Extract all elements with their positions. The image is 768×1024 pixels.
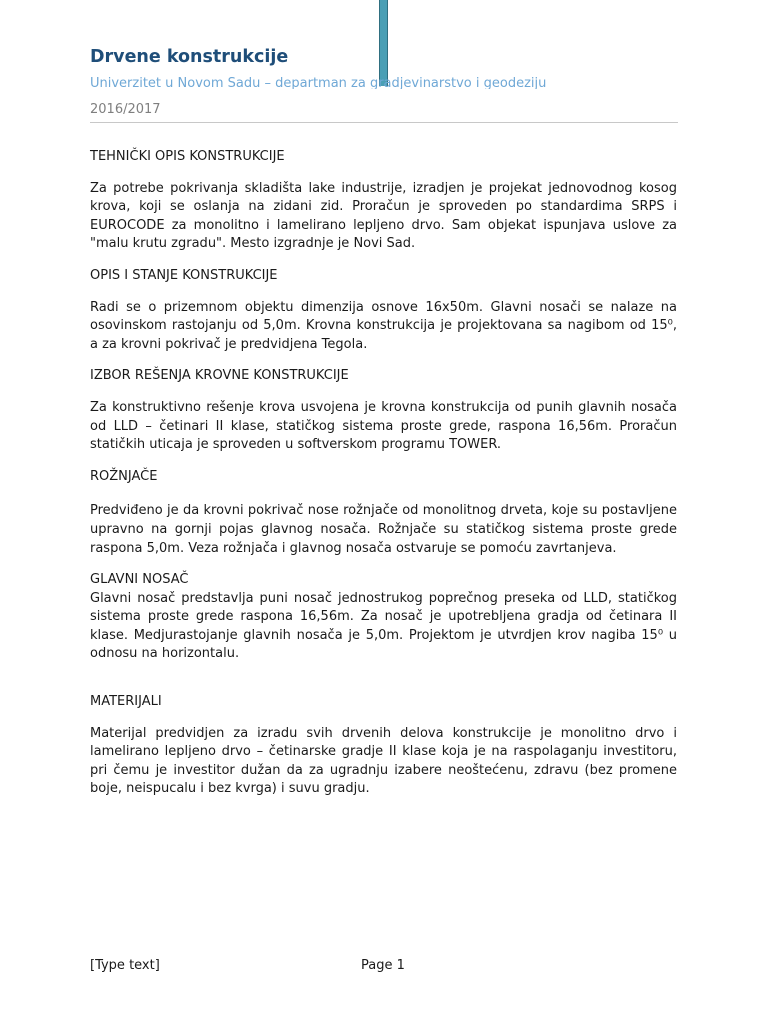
page-number: Page 1	[361, 958, 405, 973]
page-footer	[90, 958, 678, 978]
section-body-purlins: Predviđeno je da krovni pokrivač nose rožnjače od monolitnog drveta, koje su postavljene upravno na gornji pojas glavnog nosača. Rožnjače su statičkog sistema proste grede raspona 5,0m. Veza rožnjača i glavnog nosača ostvaruje se pomoću zavrtanjeva.	[90, 503, 677, 556]
section-body-tech-desc: Za potrebe pokrivanja skladišta lake industrije, izradjen je projekat jednovodnog kosog krova, koji se oslanja na zidani zid. Proračun je sproveden po standardima SRPS i EUROCODE za monolitno i lamelirano lepljeno drvo. Sam objekat ispunjava uslove za "malu krutu zgradu". Mesto izgradnje je Novi Sad.	[90, 180, 677, 252]
section-heading-purlins: ROŽNJAČE	[90, 468, 158, 484]
section-heading-state: OPIS I STANJE KONSTRUKCIJE	[90, 267, 278, 283]
section-heading-main-beam: GLAVNI NOSAČ	[90, 572, 189, 588]
footer-placeholder-text: [Type text]	[90, 958, 160, 973]
section-heading-roof-choice: IZBOR REŠENJA KROVNE KONSTRUKCIJE	[90, 368, 349, 384]
section-heading-materials: MATERIJALI	[90, 694, 162, 710]
section-body-main-beam: Glavni nosač predstavlja puni nosač jednostrukog poprečnog preseka od LLD, statičkog sistema proste grede raspona 16,56m. Za nosač je upotrebljena gradja od četinara II klase. Medjurastojanje glavnih nosača je 5,0m. Projektom je utvrdjen krov nagiba 15⁰ u odnosu na horizontalu.	[90, 590, 677, 662]
section-heading-tech-desc: TEHNIČKI OPIS KONSTRUKCIJE	[90, 149, 285, 164]
document-body	[90, 148, 677, 799]
document-header	[90, 45, 678, 123]
section-body-roof-choice: Za konstruktivno rešenje krova usvojena je krovna konstrukcija od punih glavnih nosača od LLD – četinari II klase, statičkog sistema proste grede, raspona 16,56m. Proračun statičkih uticaja je sproveden u softverskom programu TOWER.	[90, 399, 677, 453]
document-title: Drvene konstrukcije	[90, 47, 289, 67]
section-body-materials: Materijal predvidjen za izradu svih drvenih delova konstrukcije je monolitno drvo i lamelirano lepljeno drvo – četinarske gradje II klase koja je na raspolaganju investitoru, pri čemu je investitor dužan da za ugradnju izabere neoštećenu, zdravu (bez promene boje, neispucalu i bez kvrga) i suvu gradju.	[90, 725, 677, 797]
section-body-state: Radi se o prizemnom objektu dimenzija osnove 16x50m. Glavni nosači se nalaze na osovinskom rastojanju od 5,0m. Krovna konstrukcija je projektovana sa nagibom od 15⁰, a za krovni pokrivač je predvidjena Tegola.	[90, 299, 677, 352]
document-subtitle: Univerzitet u Novom Sadu – departman za gradjevinarstvo i geodeziju	[90, 76, 547, 89]
document-year: 2016/2017	[90, 101, 678, 123]
